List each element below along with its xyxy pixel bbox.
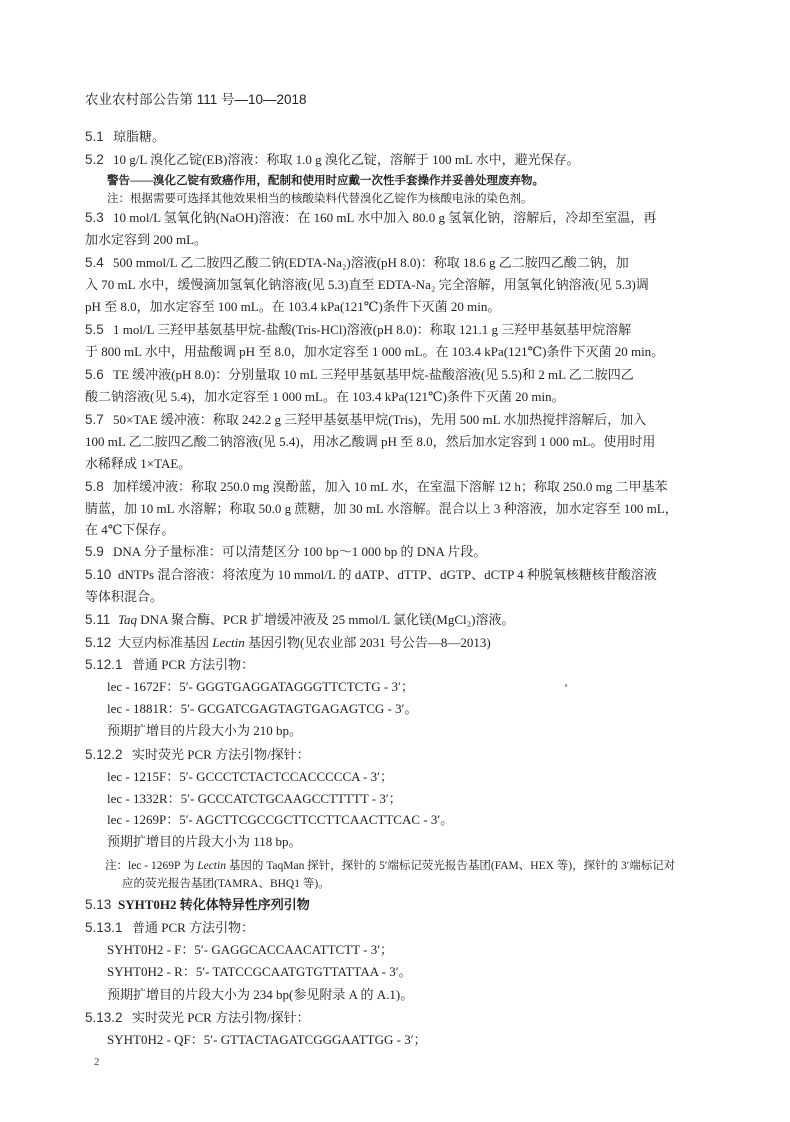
section-5-13 bbox=[85, 896, 310, 914]
note-part: 基因的 TaqMan 探针，探针的 5′端标记荧光报告基团(FAM、HEX 等)，探针的 3′端标记对 bbox=[225, 860, 676, 872]
section-text: 酸二钠溶液(见 5.4)，加水定容至 1 000 mL。在 103.4 kPa(121℃)条件下灭菌 20 min。 bbox=[85, 389, 565, 404]
primer-line: lec - 1332R：5′- GCCCATCTGCAAGCCTTTTT - 3′； bbox=[107, 791, 402, 806]
section-text: 在 4℃下保存。 bbox=[85, 522, 175, 537]
section-title: SYHT0H2 转化体特异性序列引物 bbox=[118, 897, 310, 912]
section-5-6 bbox=[85, 366, 634, 384]
section-text: 水稀释成 1×TAE。 bbox=[85, 456, 192, 471]
section-title: 普通 PCR 方法引物： bbox=[132, 657, 255, 672]
section-5-10 bbox=[85, 566, 657, 584]
section-number: 5.12 bbox=[85, 635, 112, 650]
section-5-7 bbox=[85, 411, 646, 429]
primer-line: lec - 1881R：5′- GCGATCGAGTAGTGAGAGTCG - 3′。 bbox=[107, 701, 418, 716]
section-5-12-1 bbox=[85, 656, 254, 674]
section-text: 10 g/L 溴化乙锭(EB)溶液：称取 1.0 g 溴化乙锭，溶解于 100 mL 水中，避光保存。 bbox=[113, 152, 580, 167]
section-number: 5.6 bbox=[85, 367, 104, 382]
section-number: 5.10 bbox=[85, 567, 112, 582]
section-text: 入 70 mL 水中，缓慢滴加氢氧化钠溶液(见 5.3)直至 EDTA-Na₂ 完全溶解，用氢氧化钠溶液(见 5.3)调 bbox=[85, 277, 649, 292]
section-text: 50×TAE 缓冲液：称取 242.2 g 三羟甲基氨基甲烷(Tris)，先用 500 mL 水加热搅拌溶解后，加入 bbox=[113, 412, 647, 427]
warning-text: 警告——溴化乙锭有致癌作用，配制和使用时应戴一次性手套操作并妥善处理废弃物。 bbox=[107, 175, 544, 187]
section-number: 5.3 bbox=[85, 210, 104, 225]
section-text: 等体积混合。 bbox=[85, 589, 164, 604]
section-number: 5.11 bbox=[85, 612, 111, 627]
primer-line: SYHT0H2 - QF：5′- GTTACTAGATCGGGAATTGG - 3′； bbox=[107, 1032, 427, 1047]
section-number: 5.4 bbox=[85, 255, 104, 270]
section-text: DNA 分子量标准：可以清楚区分 100 bp～1 000 bp 的 DNA 片段。 bbox=[113, 544, 487, 559]
section-title: 实时荧光 PCR 方法引物/探针： bbox=[132, 1010, 310, 1025]
section-5-13-1 bbox=[85, 919, 254, 937]
section-text: TE 缓冲液(pH 8.0)：分别量取 10 mL 三羟甲基氨基甲烷-盐酸溶液(见 5.5)和 2 mL 乙二胺四乙 bbox=[113, 367, 634, 382]
note-text: 应的荧光报告基团(TAMRA、BHQ1 等)。 bbox=[122, 878, 330, 890]
section-text: 加样缓冲液：称取 250.0 mg 溴酚蓝，加入 10 mL 水，在室温下溶解 12 h；称取 250.0 mg 二甲基苯 bbox=[113, 479, 668, 494]
section-text: 基因引物(见农业部 2031 号公告—8—2013) bbox=[244, 635, 491, 650]
italic-term: Lectin bbox=[212, 635, 245, 650]
primer-line: SYHT0H2 - F：5′- GAGGCACCAACATTCTT - 3′； bbox=[107, 942, 394, 957]
section-text: 100 mL 乙二胺四乙酸二钠溶液(见 5.4)，用冰乙酸调 pH 至 8.0，然后加水定容到 1 000 mL。使用时用 bbox=[85, 434, 656, 449]
section-text: pH 至 8.0，加水定容至 100 mL。在 103.4 kPa(121℃)条件下灭菌 20 min。 bbox=[85, 299, 501, 314]
section-text: 500 mmol/L 乙二胺四乙酸二钠(EDTA-Na₂)溶液(pH 8.0)：称取 18.6 g 乙二胺四乙酸二钠，加 bbox=[113, 255, 629, 270]
section-5-2 bbox=[85, 151, 580, 169]
section-title: 实时荧光 PCR 方法引物/探针： bbox=[132, 747, 310, 762]
note-text: 注：根据需要可选择其他效果相当的核酸染料代替溴化乙锭作为核酸电泳的染色剂。 bbox=[107, 193, 533, 205]
scan-speck bbox=[565, 684, 568, 688]
section-number: 5.13.1 bbox=[85, 920, 123, 935]
section-number: 5.13 bbox=[85, 897, 112, 912]
section-text: 大豆内标准基因 bbox=[118, 635, 213, 650]
section-text: 加水定容到 200 mL。 bbox=[85, 232, 208, 247]
section-5-4 bbox=[85, 254, 629, 272]
probe-line: lec - 1269P：5′- AGCTTCGCCGCTTCCTTCAACTTCAC - 3′。 bbox=[107, 812, 454, 827]
note-text bbox=[105, 857, 675, 875]
section-text: dNTPs 混合溶液：将浓度为 10 mmol/L 的 dATP、dTTP、dGTP、dCTP 4 种脱氧核糖核苷酸溶液 bbox=[118, 567, 657, 582]
section-5-13-2 bbox=[85, 1009, 310, 1027]
section-text: 琼脂糖。 bbox=[113, 129, 166, 144]
section-text: 腈蓝，加 10 mL 水溶解；称取 50.0 g 蔗糖，加 30 mL 水溶解。混合以上 3 种溶液，加水定容至 100 mL， bbox=[85, 501, 678, 516]
section-number: 5.5 bbox=[85, 322, 104, 337]
section-number: 5.1 bbox=[85, 129, 104, 144]
section-5-8 bbox=[85, 478, 668, 496]
section-5-3 bbox=[85, 209, 656, 227]
section-text: 预期扩增目的片段大小为 210 bp。 bbox=[107, 723, 303, 738]
italic-term: Taq bbox=[118, 612, 138, 627]
primer-line: lec - 1215F：5′- GCCCTCTACTCCACCCCCA - 3′； bbox=[107, 769, 393, 784]
section-number: 5.12.2 bbox=[85, 747, 123, 762]
section-number: 5.8 bbox=[85, 479, 104, 494]
italic-term: Lectin bbox=[197, 860, 226, 872]
section-title: 普通 PCR 方法引物： bbox=[132, 920, 255, 935]
section-text: 预期扩增目的片段大小为 118 bp。 bbox=[107, 834, 302, 849]
section-5-12-2 bbox=[85, 746, 310, 764]
section-number: 5.2 bbox=[85, 152, 104, 167]
section-text: 预期扩增目的片段大小为 234 bp(参见附录 A 的 A.1)。 bbox=[107, 987, 414, 1002]
section-number: 5.13.2 bbox=[85, 1010, 123, 1025]
section-text: 1 mol/L 三羟甲基氨基甲烷-盐酸(Tris-HCl)溶液(pH 8.0)：称取 121.1 g 三羟甲基氨基甲烷溶解 bbox=[113, 322, 632, 337]
document-header: 农业农村部公告第 111 号—10—2018 bbox=[85, 92, 307, 107]
page-number: 2 bbox=[94, 1056, 100, 1068]
section-5-12 bbox=[85, 634, 491, 652]
section-number: 5.7 bbox=[85, 412, 104, 427]
section-text: 10 mol/L 氢氧化钠(NaOH)溶液：在 160 mL 水中加入 80.0 g 氢氧化钠，溶解后，冷却至室温，再 bbox=[113, 210, 657, 225]
note-part: 注：lec - 1269P 为 bbox=[105, 860, 198, 872]
section-text: DNA 聚合酶、PCR 扩增缓冲液及 25 mmol/L 氯化镁(MgCl₂)溶液。 bbox=[137, 612, 515, 627]
section-5-5 bbox=[85, 321, 631, 339]
primer-line: SYHT0H2 - R：5′- TATCCGCAATGTGTTATTAA - 3′。 bbox=[107, 964, 412, 979]
section-5-9 bbox=[85, 543, 486, 561]
section-5-11 bbox=[85, 611, 515, 629]
section-number: 5.9 bbox=[85, 544, 104, 559]
section-text: 于 800 mL 水中，用盐酸调 pH 至 8.0，加水定容至 1 000 mL。在 103.4 kPa(121℃)条件下灭菌 20 min。 bbox=[85, 344, 665, 359]
primer-line: lec - 1672F：5′- GGGTGAGGATAGGGTTCTCTG - 3′； bbox=[107, 679, 414, 694]
section-number: 5.12.1 bbox=[85, 657, 123, 672]
section-5-1 bbox=[85, 128, 165, 146]
